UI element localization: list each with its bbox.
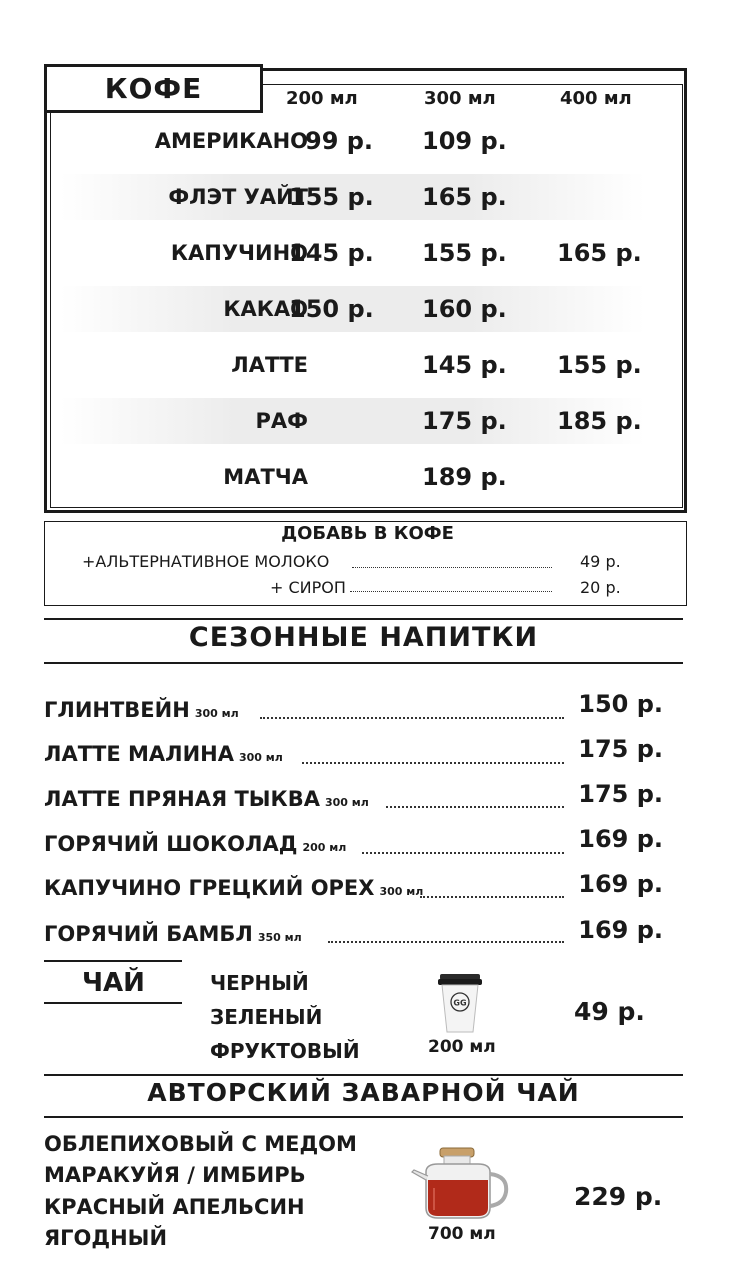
tea-title: ЧАЙ [82, 968, 145, 998]
coffee-price-200: 99 р. [305, 127, 374, 155]
addon-price-alt-milk: 49 р. [580, 552, 621, 571]
seasonal-item-mulled-wine [44, 698, 239, 738]
coffee-price-300: 165 р. [422, 183, 507, 211]
seasonal-dots [420, 896, 564, 898]
coffee-price-300: 160 р. [422, 295, 507, 323]
tea-volume: 200 мл [428, 1037, 496, 1057]
tea-price: 49 р. [574, 997, 645, 1026]
coffee-item-name: КАКАО [223, 297, 308, 321]
author-tea-title: АВТОРСКИЙ ЗАВАРНОЙ ЧАЙ [147, 1078, 580, 1107]
seasonal-item-name: ГЛИНТВЕЙН [44, 698, 190, 722]
coffee-item-name: КАПУЧИНО [170, 241, 308, 265]
seasonal-item-raspberry-latte [44, 742, 283, 782]
author-tea-item-passion-ginger: МАРАКУЙЯ / ИМБИРЬ [44, 1163, 306, 1187]
tea-kind-fruit: ФРУКТОВЫЙ [210, 1039, 360, 1063]
coffee-item-name: ЛАТТЕ [231, 353, 308, 377]
coffee-row-cappuccino [60, 230, 645, 276]
seasonal-item-name: ЛАТТЕ МАЛИНА [44, 742, 234, 766]
addon-name-alt-milk: +АЛЬТЕРНАТИВНОЕ МОЛОКО [82, 552, 330, 571]
author-tea-item-berry: ЯГОДНЫЙ [44, 1226, 168, 1250]
coffee-cup-icon [436, 972, 484, 1034]
seasonal-dots [260, 717, 564, 719]
seasonal-bottom-rule [44, 662, 683, 664]
coffee-price-300: 145 р. [422, 351, 507, 379]
seasonal-item-volume: 300 мл [324, 796, 369, 809]
coffee-row-raf [60, 398, 645, 444]
author-tea-price: 229 р. [574, 1182, 663, 1211]
svg-text:GG: GG [453, 998, 467, 1008]
seasonal-item-name: ГОРЯЧИЙ БАМБЛ [44, 922, 253, 946]
size-header-400: 400 мл [560, 88, 632, 109]
coffee-price-300: 155 р. [422, 239, 507, 267]
seasonal-item-price: 150 р. [578, 690, 663, 718]
addon-price-syrup: 20 р. [580, 578, 621, 597]
coffee-price-300: 109 р. [422, 127, 507, 155]
coffee-row-matcha [60, 454, 645, 500]
coffee-price-200: 155 р. [289, 183, 374, 211]
coffee-row-cocoa [60, 286, 645, 332]
coffee-section-title: КОФЕ [44, 64, 263, 113]
seasonal-dots [302, 762, 564, 764]
addons-title: ДОБАВЬ В КОФЕ [281, 523, 454, 544]
coffee-row-latte [60, 342, 645, 388]
author-tea-item-sea-buckthorn: ОБЛЕПИХОВЫЙ С МЕДОМ [44, 1132, 357, 1156]
seasonal-title: СЕЗОННЫЕ НАПИТКИ [188, 622, 539, 653]
addon-name-syrup: + СИРОП [270, 578, 346, 597]
seasonal-item-volume: 300 мл [239, 751, 283, 764]
seasonal-dots [362, 852, 564, 854]
seasonal-dots [328, 941, 564, 943]
seasonal-item-price: 169 р. [578, 870, 663, 898]
coffee-item-name: АМЕРИКАНО [154, 129, 308, 153]
seasonal-item-name: ЛАТТЕ ПРЯНАЯ ТЫКВА [44, 787, 320, 811]
coffee-row-americano [60, 118, 645, 164]
coffee-price-200: 145 р. [289, 239, 374, 267]
seasonal-item-price: 169 р. [578, 825, 663, 853]
seasonal-dots [386, 806, 564, 808]
seasonal-item-name: ГОРЯЧИЙ ШОКОЛАД [44, 832, 298, 856]
seasonal-item-bumble [44, 922, 302, 962]
seasonal-item-hot-chocolate [44, 832, 346, 872]
seasonal-item-volume: 300 мл [379, 885, 424, 898]
author-tea-bottom-rule [44, 1116, 683, 1118]
coffee-price-400: 185 р. [557, 407, 642, 435]
seasonal-item-volume: 200 мл [302, 841, 347, 854]
seasonal-item-name: КАПУЧИНО ГРЕЦКИЙ ОРЕХ [44, 876, 375, 900]
size-header-300: 300 мл [424, 88, 496, 109]
coffee-item-name: РАФ [255, 409, 308, 433]
author-tea-top-rule [44, 1074, 683, 1076]
addon-dots [350, 591, 552, 592]
seasonal-top-rule [44, 618, 683, 620]
coffee-price-400: 155 р. [557, 351, 642, 379]
tea-title-top-rule [44, 960, 182, 962]
seasonal-item-volume: 350 мл [257, 931, 302, 944]
coffee-row-flat-white [60, 174, 645, 220]
coffee-item-name: ФЛЭТ УАЙТ [168, 185, 308, 209]
seasonal-item-price: 175 р. [578, 735, 663, 763]
seasonal-item-price: 175 р. [578, 780, 663, 808]
coffee-item-name: МАТЧА [223, 465, 308, 489]
author-tea-item-blood-orange: КРАСНЫЙ АПЕЛЬСИН [44, 1195, 305, 1219]
author-tea-volume: 700 мл [428, 1224, 496, 1244]
addon-dots [352, 567, 552, 568]
tea-title-bottom-rule [44, 1002, 182, 1004]
coffee-price-200: 150 р. [289, 295, 374, 323]
coffee-price-400: 165 р. [557, 239, 642, 267]
seasonal-item-pumpkin-latte [44, 787, 369, 827]
tea-kind-black: ЧЕРНЫЙ [210, 971, 309, 995]
tea-kind-green: ЗЕЛЕНЫЙ [210, 1005, 323, 1029]
coffee-price-300: 189 р. [422, 463, 507, 491]
seasonal-item-price: 169 р. [578, 916, 663, 944]
seasonal-item-volume: 300 мл [194, 707, 239, 720]
coffee-price-300: 175 р. [422, 407, 507, 435]
size-header-200: 200 мл [286, 88, 358, 109]
teapot-icon [408, 1144, 512, 1224]
seasonal-item-walnut-cappuccino [44, 876, 423, 916]
